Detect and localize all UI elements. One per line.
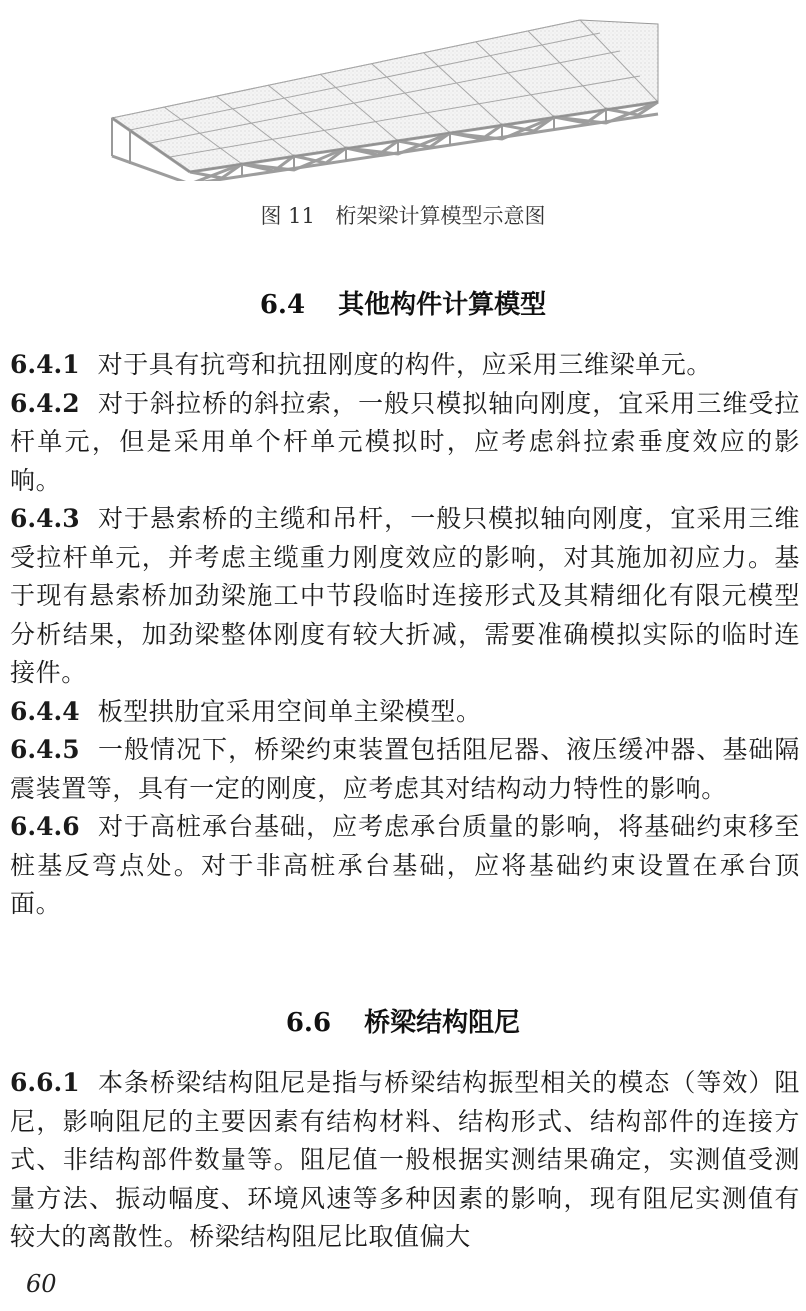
clause-text: 板型拱肋宜采用空间单主梁模型。	[97, 696, 482, 726]
figure-label: 图 11	[260, 204, 315, 228]
clause-6-4-2	[10, 385, 800, 501]
clause-text: 一般情况下，桥梁约束装置包括阻尼器、液压缓冲器、基础隔震装置等，具有一定的刚度，应考虑其对结构动力特性的影响。	[10, 735, 800, 803]
page-number: 60	[26, 1270, 57, 1298]
clause-6-4-1	[10, 346, 800, 385]
truss-bridge-figure	[100, 6, 660, 181]
section-title: 桥梁结构阻尼	[364, 1008, 521, 1038]
section-6-4-body	[10, 346, 800, 924]
clause-number: 6.4.4	[10, 696, 80, 726]
clause-6-4-6	[10, 808, 800, 924]
clause-6-6-1	[10, 1064, 800, 1257]
clause-number: 6.4.1	[10, 350, 80, 379]
section-number: 6.4	[259, 290, 306, 320]
clause-text: 对于悬索桥的主缆和吊杆，一般只模拟轴向刚度，宜采用三维受拉杆单元，并考虑主缆重力刚度效应的影响，对其施加初应力。基于现有悬索桥加劲梁施工中节段临时连接形式及其精细化有限元模型分析结果，加劲梁整体刚度有较大折减，需要准确模拟实际的临时连接件。	[10, 504, 800, 687]
section-heading-6-6	[0, 1002, 806, 1039]
figure-caption	[0, 200, 806, 230]
clause-text: 对于具有抗弯和抗扭刚度的构件，应采用三维梁单元。	[97, 350, 712, 379]
clause-text: 本条桥梁结构阻尼是指与桥梁结构振型相关的模态（等效）阻尼，影响阻尼的主要因素有结构材料、结构形式、结构部件的连接方式、非结构部件数量等。阻尼值一般根据实测结果确定，实测值受测量方法、振动幅度、环境风速等多种因素的影响，现有阻尼实测值有较大的离散性。桥梁结构阻尼比取值偏大	[10, 1068, 800, 1251]
clause-number: 6.4.3	[10, 504, 80, 533]
clause-text: 对于高桩承台基础，应考虑承台质量的影响，将基础约束移至桩基反弯点处。对于非高桩承台基础，应将基础约束设置在承台顶面。	[10, 812, 800, 918]
clause-number: 6.4.6	[10, 812, 80, 841]
clause-text: 对于斜拉桥的斜拉索，一般只模拟轴向刚度，宜采用三维受拉杆单元，但是采用单个杆单元模拟时，应考虑斜拉索垂度效应的影响。	[10, 388, 800, 495]
truss-bridge-illustration	[100, 6, 660, 181]
clause-6-4-5	[10, 731, 800, 808]
clause-6-4-4	[10, 693, 800, 732]
section-heading-6-4	[0, 284, 806, 321]
clause-6-4-3	[10, 500, 800, 693]
clause-number: 6.4.5	[10, 735, 80, 764]
clause-number: 6.6.1	[10, 1068, 80, 1097]
section-title: 其他构件计算模型	[338, 290, 547, 320]
clause-number: 6.4.2	[10, 388, 80, 418]
figure-title: 桁架梁计算模型示意图	[335, 204, 546, 228]
section-number: 6.6	[285, 1008, 332, 1038]
section-6-6-body	[10, 1064, 800, 1257]
